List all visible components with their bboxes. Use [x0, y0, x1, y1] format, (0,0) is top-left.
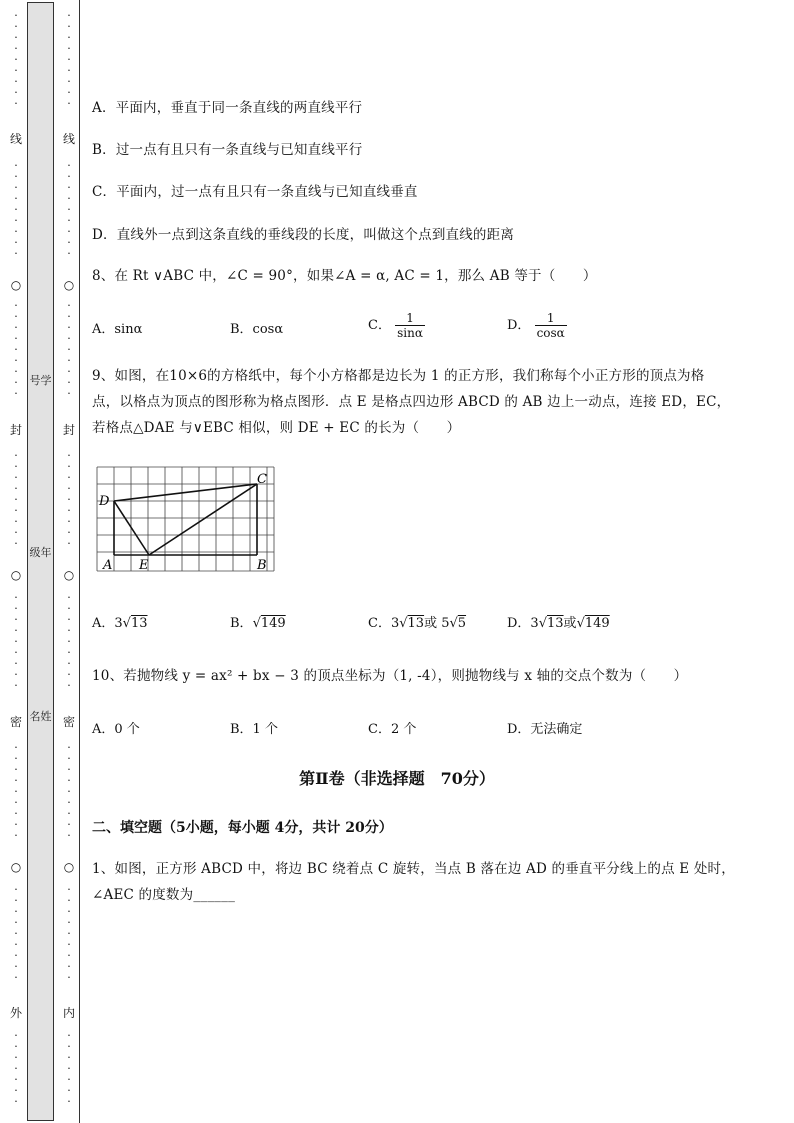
- q10-option-c: C．2 个: [368, 722, 417, 737]
- q9-grid-figure: [93, 465, 279, 577]
- quadrilateral-abcd: [114, 484, 257, 555]
- outer-label-wai: 外: [9, 1006, 22, 1020]
- q9-text-line2: 点，以格点为顶点的图形称为格点图形．点 E 是格点四边形 ABCD 的 AB 边上一动点，连接 ED，EC，: [92, 394, 731, 410]
- outer-label-feng: 封: [9, 423, 22, 437]
- binding-margin: [0, 0, 82, 1123]
- fill-blank-heading: 二、填空题（5小题，每小题 4分，共计 20分）: [92, 820, 393, 836]
- q7-option-a: A．平面内，垂直于同一条直线的两直线平行: [92, 100, 363, 116]
- fill1-text-line2: ∠AEC 的度数为______: [92, 887, 236, 903]
- inner-circle-2: ○: [63, 568, 75, 582]
- q9-option-b: B．√149: [230, 616, 286, 631]
- q8-option-c-fraction: $\frac{1}{\sin\alpha}$: [397, 311, 423, 340]
- q8-option-d-fraction: $\frac{1}{\cos\alpha}$: [536, 311, 565, 340]
- outer-circle-1: ○: [10, 278, 22, 292]
- point-label-b: B: [257, 558, 267, 573]
- q9-text-line3: 若格点△DAE 与∨EBC 相似，则 DE + EC 的长为（ ）: [92, 420, 461, 436]
- inner-label-nei: 内: [62, 1006, 75, 1020]
- section-title: 第Ⅱ卷（非选择题 70分）: [299, 769, 495, 788]
- fill1-text-line1: 1、如图，正方形 ABCD 中，将边 BC 绕着点 C 旋转，当点 B 落在边 AD 的垂直平分线上的点 E 处时，: [92, 861, 735, 877]
- inner-label-mi: 密: [62, 715, 75, 729]
- outer-label-mi: 密: [9, 715, 22, 729]
- q9-option-c: C．3√13或 5√5: [368, 616, 467, 631]
- outer-circle-3: ○: [10, 860, 22, 874]
- q9-option-d: D．3√13或√149: [507, 616, 610, 631]
- outer-seal-line: · · · · · · · · · 线 · · · · · · · · · ○ · · · · · · · · · 封 · · · · · · · · · ○ · · · · · · · · · 密 · · · · · · · · · ○ · · · · · · · · · 外 · · · · · · ·: [9, 9, 22, 1108]
- q10-option-b: B．1 个: [230, 722, 278, 737]
- q10-option-d: D．无法确定: [507, 722, 583, 737]
- inner-label-xian: 线: [62, 132, 75, 146]
- q9-text-line1: 9、如图，在10×6的方格纸中，每个小方格都是边长为 1 的正方形，我们称每个小正方形的顶点为格: [92, 368, 705, 384]
- q8-option-c: C． $\frac{1}{\sin\alpha}$: [368, 311, 423, 340]
- inner-label-feng: 封: [62, 423, 75, 437]
- q10-option-a: A．0 个: [92, 722, 140, 737]
- q7-option-d: D．直线外一点到这条直线的垂线段的长度，叫做这个点到直线的距离: [92, 227, 515, 243]
- q9-option-a: A．3√13: [92, 616, 148, 631]
- outer-circle-2: ○: [10, 568, 22, 582]
- point-label-e: E: [139, 558, 149, 573]
- q8-option-a: A．sinα: [92, 322, 143, 337]
- label-grade: 级年: [29, 546, 52, 559]
- point-label-c: C: [257, 472, 267, 487]
- inner-circle-3: ○: [63, 860, 75, 874]
- inner-seal-line: · · · · · · · · · 线 · · · · · · · · · ○ · · · · · · · · · 封 · · · · · · · · · ○ · · · · · · · · · 密 · · · · · · · · · ○ · · · · · · · · · 内 · · · · · · ·: [62, 9, 75, 1108]
- q8-option-d: D． $\frac{1}{\cos\alpha}$: [507, 311, 565, 340]
- q7-option-b: B．过一点有且只有一条直线与已知直线平行: [92, 142, 363, 158]
- point-label-d: D: [99, 494, 110, 509]
- inner-circle-1: ○: [63, 278, 75, 292]
- point-label-a: A: [103, 558, 113, 573]
- q10-text: 10、若抛物线 y = ax² + bx − 3 的顶点坐标为（1, -4），则抛物线与 x 轴的交点个数为（ ）: [92, 668, 688, 684]
- outer-label-xian: 线: [9, 132, 22, 146]
- margin-rule: [79, 0, 80, 1123]
- q7-option-c: C．平面内，过一点有且只有一条直线与已知直线垂直: [92, 184, 418, 200]
- label-name: 名姓: [29, 710, 52, 723]
- label-student-number: 号学: [29, 374, 52, 387]
- q8-text: 8、在 Rt ∨ABC 中，∠C = 90°，如果∠A = α, AC = 1，那么 AB 等于（ ）: [92, 268, 597, 284]
- q8-option-b: B．cosα: [230, 322, 284, 337]
- student-info-band: [27, 2, 54, 1121]
